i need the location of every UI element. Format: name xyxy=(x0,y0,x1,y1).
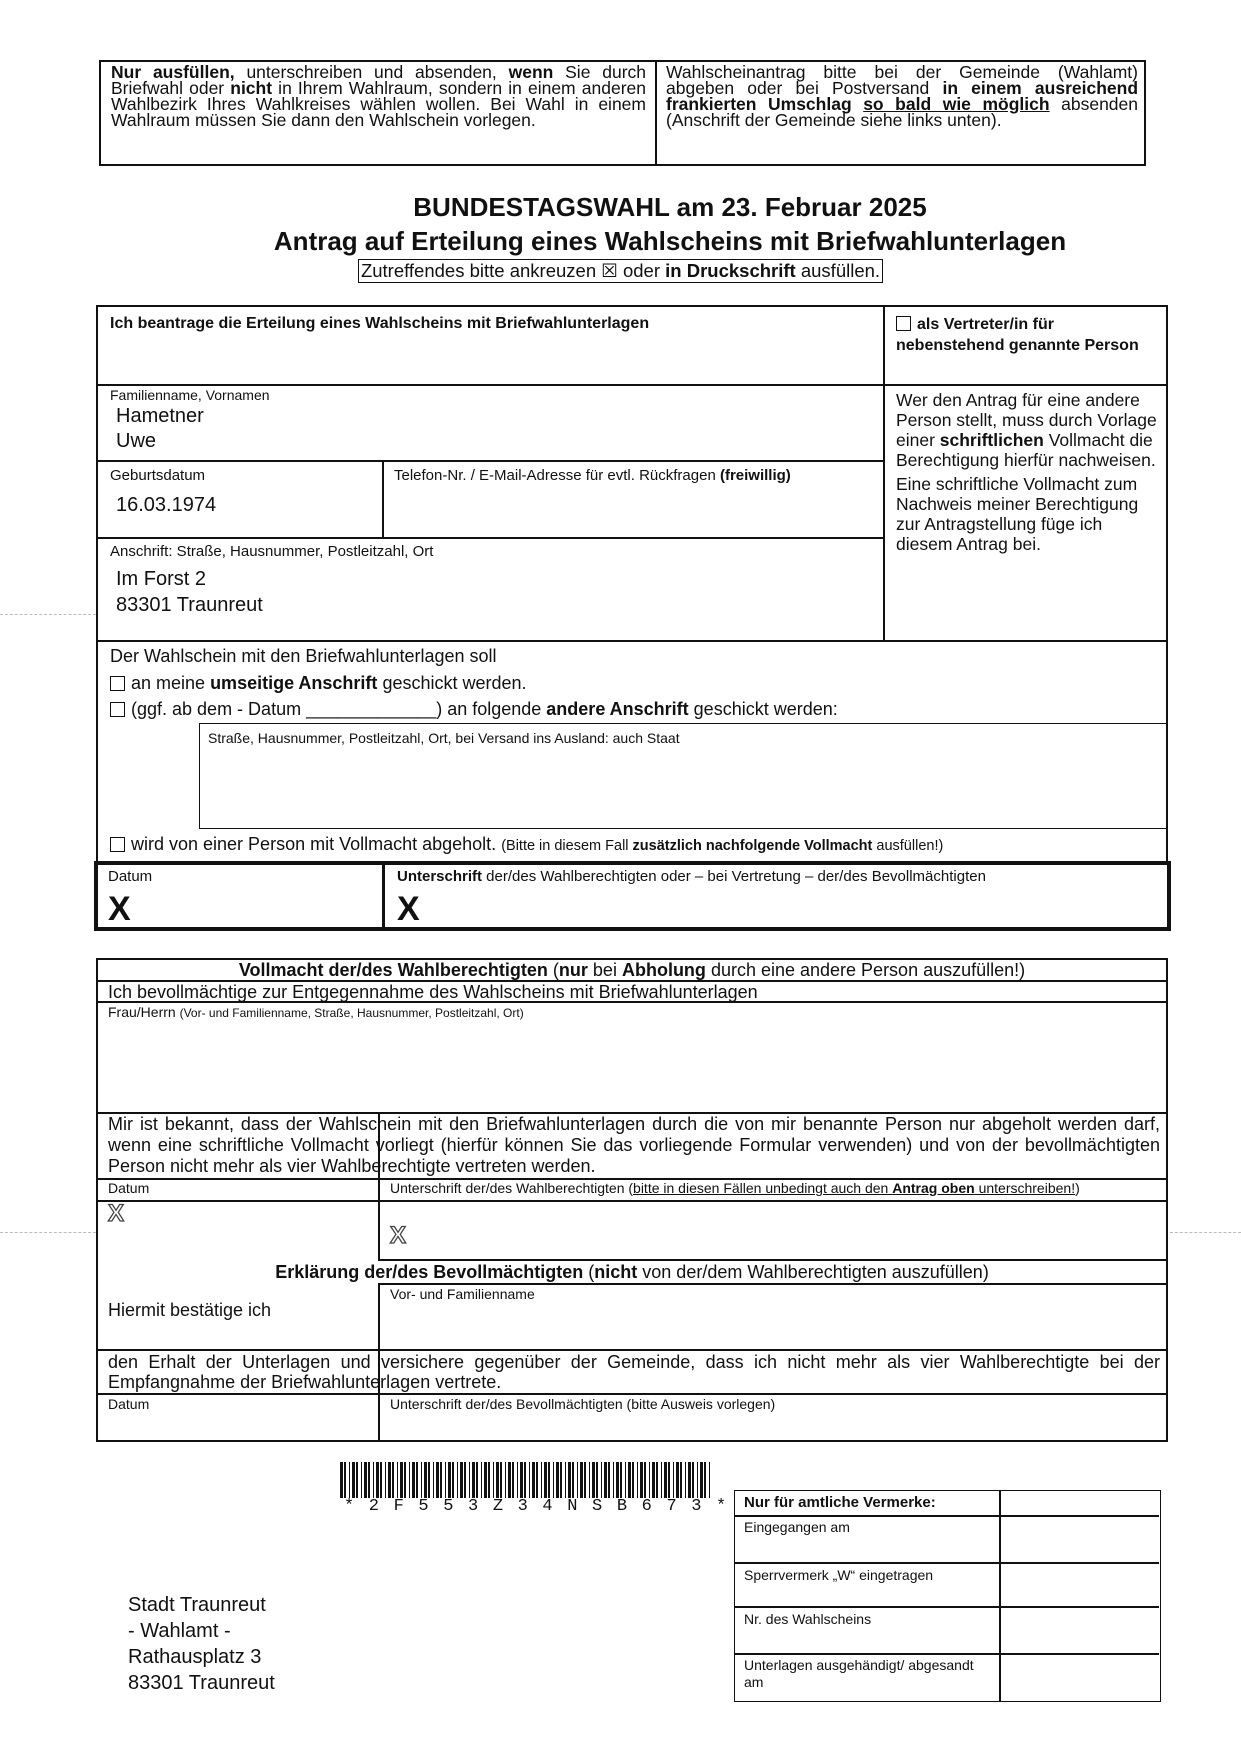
signature-label: Unterschrift der/des Wahlberechtigten oder – bei Vertretung – der/des Bevollmächtigten xyxy=(397,868,986,885)
title-hint: Zutreffendes bitte ankreuzen ☒ oder in Druckschrift ausfüllen. xyxy=(0,259,1241,283)
barcode-bar xyxy=(424,1462,427,1498)
official-row-sent: Unterlagen ausgehändigt/ abgesandt am xyxy=(744,1657,974,1690)
barcode-bar xyxy=(589,1462,590,1498)
barcode-bar xyxy=(541,1462,542,1498)
barcode-bar xyxy=(560,1462,562,1498)
barcode-bar xyxy=(556,1462,559,1498)
barcode-bar xyxy=(529,1462,530,1498)
versand-option-pickup[interactable]: wird von einer Person mit Vollmacht abgeholt. (Bitte in diesem Fall zusätzlich nachfolgende Vollmacht ausfüllen!) xyxy=(110,834,943,855)
barcode-bar xyxy=(400,1462,403,1498)
barcode-bar xyxy=(524,1462,526,1498)
barcode-bar xyxy=(637,1462,638,1498)
barcode-bar xyxy=(368,1462,370,1498)
barcode-bar xyxy=(601,1462,602,1498)
barcode-bar xyxy=(544,1462,547,1498)
barcode-bar xyxy=(472,1462,475,1498)
barcode-bar xyxy=(532,1462,535,1498)
barcode-bar xyxy=(656,1462,658,1498)
barcode-bar xyxy=(409,1462,410,1498)
side-note xyxy=(896,390,1160,554)
erklaerung-text: den Erhalt der Unterlagen und versichere gegenüber der Gemeinde, dass ich nicht mehr als vier Wahlberechtigte bei der Empfangnahme der Briefwahlunterlagen vertrete. xyxy=(108,1352,1160,1392)
barcode-bar xyxy=(661,1462,662,1498)
barcode-bar xyxy=(577,1462,578,1498)
barcode-bar xyxy=(596,1462,598,1498)
barcode-bar xyxy=(625,1462,626,1498)
barcode-bar xyxy=(604,1462,607,1498)
side-note-attachment: Eine schriftliche Vollmacht zum Nachweis meiner Berechtigung zur Antragstellung füge ich diesem Antrag bei. xyxy=(896,474,1139,554)
address-label: Anschrift: Straße, Hausnummer, Postleitzahl, Ort xyxy=(110,543,434,560)
barcode-bar xyxy=(668,1462,670,1498)
barcode-bar xyxy=(697,1462,698,1498)
versand-option-own-address[interactable]: an meine umseitige Anschrift geschickt werden. xyxy=(110,673,527,694)
barcode-bar xyxy=(448,1462,451,1498)
barcode-bar xyxy=(428,1462,430,1498)
barcode-bar xyxy=(397,1462,398,1498)
barcode-bar xyxy=(673,1462,674,1498)
barcode-bar xyxy=(700,1462,703,1498)
barcode-bar xyxy=(676,1462,679,1498)
barcode-bar xyxy=(392,1462,394,1498)
barcode-bar xyxy=(580,1462,583,1498)
barcode-bar xyxy=(380,1462,382,1498)
erklaerung-date-label: Datum xyxy=(108,1396,150,1412)
barcode-bar xyxy=(464,1462,466,1498)
erklaerung-sign-label: Unterschrift der/des Bevollmächtigten (bitte Ausweis vorlegen) xyxy=(390,1396,776,1412)
barcode-bar xyxy=(568,1462,571,1498)
barcode-bar xyxy=(572,1462,574,1498)
erklaerung-name-label: Vor- und Familienname xyxy=(390,1286,535,1302)
barcode-bar xyxy=(481,1462,482,1498)
own-address-checkbox[interactable] xyxy=(110,676,125,691)
barcode-bar xyxy=(649,1462,650,1498)
barcode-bar xyxy=(709,1462,710,1498)
barcode-bar xyxy=(616,1462,619,1498)
barcode-bar xyxy=(433,1462,434,1498)
info-box-right: Wahlscheinantrag bitte bei der Gemeinde (Wahlamt) abgeben oder bei Postversand in einem ausreichend frankierten Umschlag so bald wie möglich absenden (Anschrift der Gemeinde siehe links unten). xyxy=(666,62,1139,130)
barcode-bar xyxy=(445,1462,446,1498)
barcode-bar xyxy=(565,1462,566,1498)
barcode-bar xyxy=(349,1462,350,1498)
vertreter-checkbox[interactable] xyxy=(896,316,911,331)
official-row-received: Eingegangen am xyxy=(744,1519,850,1535)
barcode-bar xyxy=(469,1462,470,1498)
barcode-bar xyxy=(388,1462,391,1498)
barcode-bar xyxy=(608,1462,610,1498)
barcode-bar xyxy=(344,1462,346,1498)
barcode-bar xyxy=(500,1462,502,1498)
barcode-bar xyxy=(620,1462,622,1498)
barcode-bar xyxy=(496,1462,499,1498)
barcode-bar xyxy=(484,1462,487,1498)
alt-address-field[interactable] xyxy=(199,723,1166,829)
barcode-bar xyxy=(416,1462,418,1498)
barcode-bar xyxy=(692,1462,694,1498)
authority-address: Stadt Traunreut - Wahlamt - Rathausplatz 3 83301 Traunreut xyxy=(128,1594,275,1694)
city-value[interactable]: 83301 Traunreut xyxy=(116,594,263,616)
barcode-bar xyxy=(644,1462,646,1498)
barcode-icon xyxy=(340,1462,716,1498)
barcode-bar xyxy=(457,1462,458,1498)
street-value[interactable]: Im Forst 2 xyxy=(116,568,207,590)
barcode-bar xyxy=(373,1462,374,1498)
barcode-bar xyxy=(613,1462,614,1498)
barcode-bar xyxy=(404,1462,406,1498)
barcode-bar xyxy=(592,1462,595,1498)
vollmacht-notice: Mir ist bekannt, dass der Wahlschein mit den Briefwahlunterlagen durch die von mir benannte Person nur abgeholt werden darf, wenn eine schriftliche Vollmacht vorliegt (hierfür können Sie das vorliegende Formular verwenden) und von der bevollmächtigten Person nicht mehr als vier Wahlberechtigte vertreten werden. xyxy=(108,1114,1160,1176)
birth-value[interactable]: 16.03.1974 xyxy=(116,494,217,516)
barcode-bar xyxy=(520,1462,523,1498)
birth-label: Geburtsdatum xyxy=(110,467,206,484)
title-line-2: Antrag auf Erteilung eines Wahlscheins mit Briefwahlunterlagen xyxy=(273,226,1067,256)
barcode-bar xyxy=(412,1462,415,1498)
barcode-bar xyxy=(352,1462,355,1498)
barcode-bar xyxy=(476,1462,478,1498)
barcode-bar xyxy=(628,1462,631,1498)
vertreter-option[interactable]: als Vertreter/in für nebenstehend genannte Person xyxy=(896,316,1139,354)
barcode-bar xyxy=(364,1462,367,1498)
vollmacht-line1: Ich bevollmächtige zur Entgegennahme des Wahlscheins mit Briefwahlunterlagen xyxy=(108,982,758,1002)
barcode-bar xyxy=(553,1462,554,1498)
official-notes-header: Nur für amtliche Vermerke: xyxy=(744,1494,936,1511)
vollmacht-sign-mark[interactable]: X xyxy=(390,1222,407,1249)
barcode-bar xyxy=(640,1462,643,1498)
signature-date-mark[interactable]: X xyxy=(108,890,131,928)
barcode-bar xyxy=(376,1462,379,1498)
barcode-bar xyxy=(340,1462,343,1498)
pickup-checkbox[interactable] xyxy=(110,837,125,852)
official-row-sperrvermerk: Sperrvermerk „W“ eingetragen xyxy=(744,1567,934,1583)
vollmacht-date-mark[interactable]: X xyxy=(108,1200,125,1227)
side-note-vollmacht-proof: Wer den Antrag für eine andere Person stellt, muss durch Vorlage einer schriftlichen Vollmacht die Berechtigung hierfür nachweisen. xyxy=(896,390,1157,470)
barcode-bar xyxy=(512,1462,514,1498)
surname-value[interactable]: Hametner xyxy=(116,405,204,427)
barcode-bar xyxy=(505,1462,506,1498)
name-label: Familienname, Vornamen xyxy=(110,387,270,403)
barcode-bar xyxy=(488,1462,490,1498)
barcode-bar xyxy=(688,1462,691,1498)
barcode-bar xyxy=(704,1462,706,1498)
barcode-bar xyxy=(356,1462,358,1498)
barcode-bar xyxy=(436,1462,439,1498)
alt-address-label: Straße, Hausnummer, Postleitzahl, Ort, bei Versand ins Ausland: auch Staat xyxy=(208,730,680,746)
barcode-bar xyxy=(517,1462,518,1498)
barcode-bar xyxy=(508,1462,511,1498)
barcode-bar xyxy=(440,1462,442,1498)
phone-label: Telefon-Nr. / E-Mail-Adresse für evtl. Rückfragen (freiwillig) xyxy=(394,467,791,484)
title-line-1: BUNDESTAGSWAHL am 23. Februar 2025 xyxy=(413,192,927,222)
firstname-value[interactable]: Uwe xyxy=(116,430,157,452)
signature-date-label: Datum xyxy=(108,868,153,885)
barcode-bar xyxy=(460,1462,463,1498)
erklaerung-confirm: Hiermit bestätige ich xyxy=(108,1300,272,1320)
vollmacht-date-label: Datum xyxy=(108,1180,150,1196)
barcode-bar xyxy=(685,1462,686,1498)
checkbox-icon: ☒ xyxy=(601,260,618,281)
barcode-bar xyxy=(664,1462,667,1498)
barcode-bar xyxy=(548,1462,550,1498)
barcode-bar xyxy=(421,1462,422,1498)
barcode-bar xyxy=(652,1462,655,1498)
barcode-bar xyxy=(493,1462,494,1498)
barcode-text: * 2 F 5 5 3 Z 3 4 N S B 6 7 3 * xyxy=(344,1497,729,1516)
info-box-left: Nur ausfüllen, unterschreiben und absenden, wenn Sie durch Briefwahl oder nicht in Ihrem Wahlraum, sondern in einem anderen Wahlbezirk Ihres Wahlkreises wählen wollen. Bei Wahl in einem Wahlraum müssen Sie dann den Wahlschein vorlegen. xyxy=(111,62,647,130)
versand-intro: Der Wahlschein mit den Briefwahlunterlagen soll xyxy=(110,646,497,666)
vollmacht-sign-label: Unterschrift der/des Wahlberechtigten (bitte in diesen Fällen unbedingt auch den Antrag oben unterschreiben!) xyxy=(390,1180,1080,1196)
vollmacht-person-field[interactable] xyxy=(100,1022,1160,1110)
barcode-bar xyxy=(680,1462,682,1498)
vollmacht-title: Vollmacht der/des Wahlberechtigten (nur bei Abholung durch eine andere Person auszufüllen!) xyxy=(238,960,1026,980)
barcode-bar xyxy=(536,1462,538,1498)
official-row-number: Nr. des Wahlscheins xyxy=(744,1611,872,1627)
antrag-header: Ich beantrage die Erteilung eines Wahlscheins mit Briefwahlunterlagen xyxy=(110,315,650,332)
versand-option-other-address[interactable]: (ggf. ab dem - Datum _____________) an folgende andere Anschrift geschickt werden: xyxy=(110,699,838,720)
barcode-bar xyxy=(361,1462,362,1498)
barcode-bar xyxy=(632,1462,634,1498)
vollmacht-person-label: Frau/Herrn (Vor- und Familienname, Straße, Hausnummer, Postleitzahl, Ort) xyxy=(108,1004,524,1020)
barcode-bar xyxy=(385,1462,386,1498)
barcode-bar xyxy=(584,1462,586,1498)
erklaerung-name-field[interactable] xyxy=(380,1304,1164,1348)
barcode-bar xyxy=(452,1462,454,1498)
official-notes-table xyxy=(734,1490,1161,1702)
erklaerung-title: Erklärung der/des Bevollmächtigten (nicht von der/dem Wahlberechtigten auszufüllen) xyxy=(275,1262,989,1282)
info-box xyxy=(99,60,1146,166)
signature-mark[interactable]: X xyxy=(397,890,420,928)
other-address-checkbox[interactable] xyxy=(110,702,125,717)
